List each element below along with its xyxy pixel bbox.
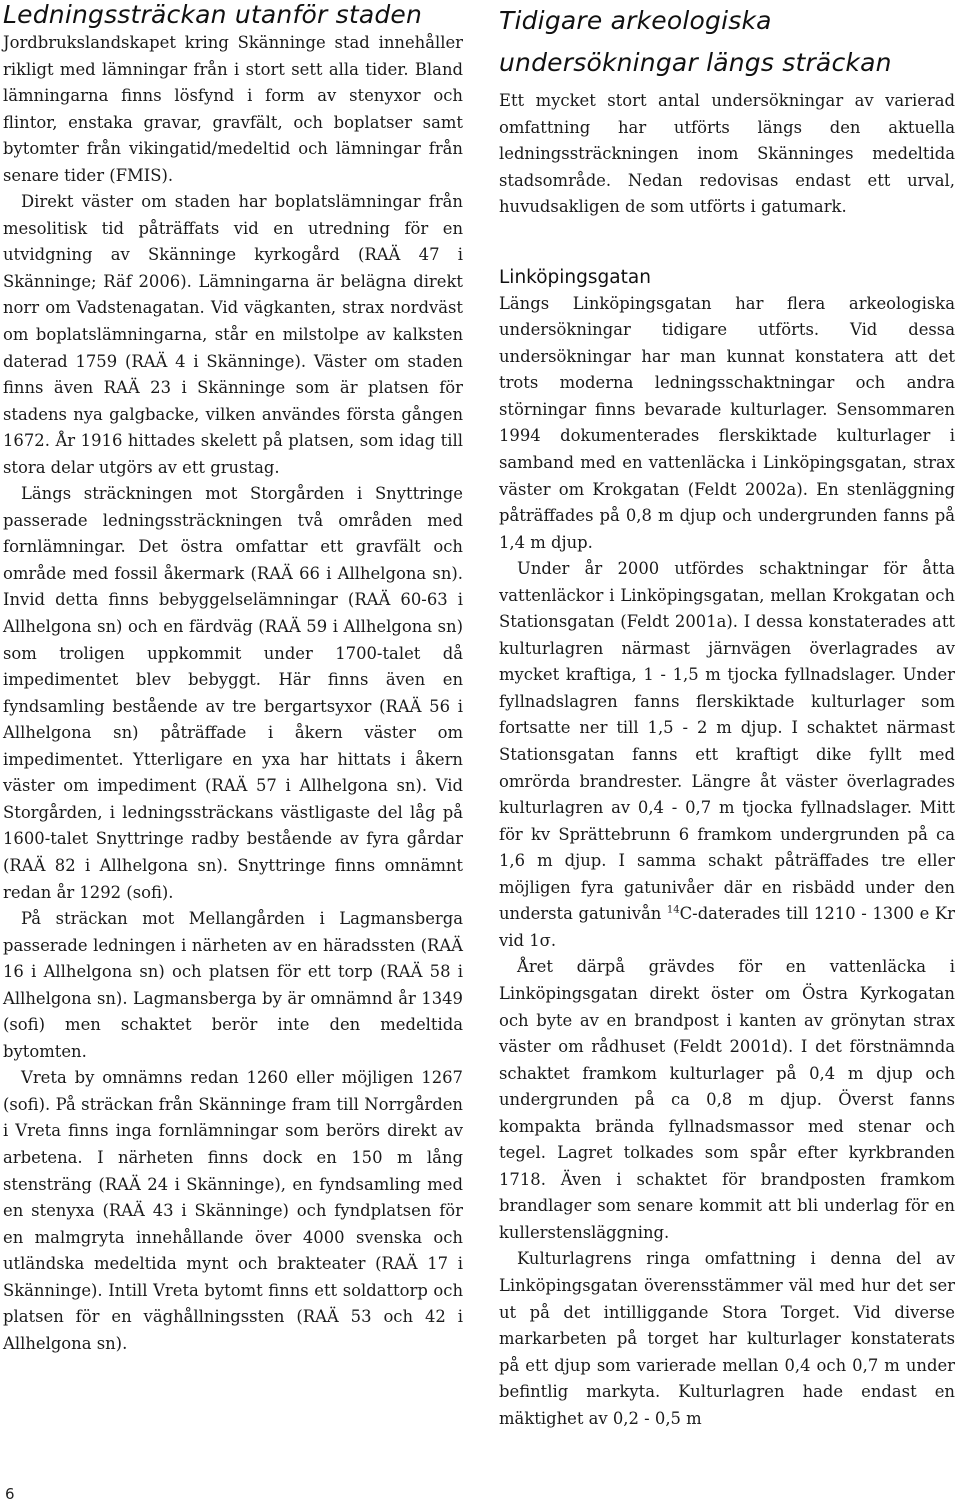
paragraph: Direkt väster om staden har boplatslämningar från mesolitisk tid påträffats vid en utredning för en utvidgning av Skänninge kyrkogård (RAÄ 47 i Skänninge; Räf 2006). Lämningarna är belägna direkt norr om Vadstenagatan. Vid vägkanten, strax nordväst om boplatslämningarna, står en milstolpe av kalksten daterad 1759 (RAÄ 4 i Skänninge). Väster om staden finns även RAÄ 23 i Skänninge som är platsen för stadens nya galgbacke, vilken användes första gången 1672. År 1916 hittades skelett på platsen, som idag till stora delar utgörs av ett grustag. bbox=[3, 192, 463, 477]
paragraph-text: C-daterades till 1210 - 1300 e Kr vid 1σ. bbox=[499, 904, 955, 950]
page-number: 6 bbox=[5, 1485, 15, 1503]
right-column bbox=[499, 0, 955, 1432]
superscript-14: 14 bbox=[666, 904, 680, 916]
section-heading-earlier-investigations: Tidigare arkeologiska undersökningar längs sträckan bbox=[499, 6, 892, 77]
intro-paragraph: Ett mycket stort antal undersökningar av varierad omfattning har utförts längs den aktuella ledningssträckningen inom Skänninges medeltida stadsområde. Nedan redovisas endast ett urval, huvudsakligen de som utförts i gatumark. bbox=[499, 91, 955, 217]
left-column bbox=[3, 0, 463, 1357]
subheading-linkopingsgatan: Linköpingsgatan bbox=[499, 266, 651, 288]
paragraph-text: Under år 2000 utfördes schaktningar för åtta vattenläckor i Linköpingsgatan, mellan Krokgatan och Stationsgatan (Feldt 2001a). I dessa konstaterades att kulturlagren närmast järnvägen överlagrades av mycket kraftiga, 1 - 1,5 m tjocka fyllnadslager. Under fyllnadslagren fanns flerskiktade kulturlager som fortsatte ner till 1,5 - 2 m djup. I schaktet närmast Stationsgatan fanns ett kraftigt dike fyllt med omrörda brandrester. Längre åt väster överlagrades kulturlagren av 0,4 - 0,7 m tjocka fyllnadslager. Mitt för kv Sprättebrunn 6 framkom undergrunden på ca 1,6 m djup. I samma schakt påträffades tre eller möjligen fyra gatunivåer där en risbädd under den understa gatunivån bbox=[499, 559, 955, 924]
section-heading-outside-town: Ledningssträckan utanför staden bbox=[3, 0, 423, 29]
paragraph: Kulturlagrens ringa omfattning i denna del av Linköpingsgatan överensstämmer väl med hur det ser ut på det intilliggande Stora Torget. Vid diverse markarbeten på torget har kulturlager konstaterats på ett djup som varierade mellan 0,4 och 0,7 m under befintlig markyta. Kulturlagren hade endast en mäktighet av 0,2 - 0,5 m bbox=[499, 1249, 955, 1428]
paragraph: Längs Linköpingsgatan har flera arkeologiska undersökningar tidigare utförts. Vid dessa undersökningar har man kunnat konstatera att det trots moderna ledningsschaktningar och andra störningar finns bevarade kulturlager. Sensommaren 1994 dokumenterades flerskiktade kulturlager i samband med en vattenläcka i Linköpingsgatan, strax väster om Krokgatan (Feldt 2002a). En stenläggning påträffades på 0,8 m djup och undergrunden fanns på 1,4 m djup. bbox=[499, 293, 955, 552]
paragraph: Vreta by omnämns redan 1260 eller möjligen 1267 (sofi). På sträckan från Skänninge fram till Norrgården i Vreta finns inga fornlämningar som berörs direkt av arbetena. I närheten finns dock en 150 m lång stensträng (RAÄ 24 i Skänninge), en fyndsamling med en stenyxa (RAÄ 43 i Skänninge) och fyndplatsen för en malmgryta innehållande över 4000 svenska och utländska medeltida mynt och brakteater (RAÄ 17 i Skänninge). Intill Vreta bytomt finns ett soldattorp och platsen för en väghållningssten (RAÄ 53 och 42 i Allhelgona sn). bbox=[3, 1068, 463, 1353]
paragraph: Året därpå grävdes för en vattenläcka i Linköpingsgatan direkt öster om Östra Kyrkogatan och byte av en brandpost i kanten av grönytan strax väster om rådhuset (Feldt 2001d). I det förstnämnda schaktet framkom kulturlager på 0,4 m djup och undergrunden på ca 0,8 m djup. Överst fanns kompakta brända fyllnadsmassor med stenar och tegel. Lagret tolkades som spår efter kyrkbranden 1718. Även i schaktet för brandposten framkom brandlager som senare kommit att bli underlag för en kullerstensläggning. bbox=[499, 957, 955, 1242]
paragraph-with-c14 bbox=[499, 556, 955, 954]
paragraph: Jordbrukslandskapet kring Skänninge stad innehåller rikligt med lämningar från i stort sett alla tider. Bland lämningarna finns lösfynd i form av stenyxor och flintor, enstaka gravar, gravfält, och boplatser samt bytomter från vikingatid/medeltid och lämningar från senare tider (FMIS). bbox=[3, 33, 463, 185]
paragraph: Längs sträckningen mot Storgården i Snyttringe passerade ledningssträckningen två områden med fornlämningar. Det östra omfattar ett gravfält och område med fossil åkermark (RAÄ 66 i Allhelgona sn). Invid detta finns bebyggelselämningar (RAÄ 60-63 i Allhelgona sn) och en färdväg (RAÄ 59 i Allhelgona sn) som troligen uppkommit under 1700-talet då impedimentet blev bebyggt. Här finns även en fyndsamling bestående av tre bergartsyxor (RAÄ 56 i Allhelgona sn) påträffade i åkern väster om impedimentet. Ytterligare en yxa har hittats i åkern väster om impediment (RAÄ 57 i Allhelgona sn). Vid Storgården, i ledningssträckans västligaste del låg på 1600-talet Snyttringe radby bestående av fyra gårdar (RAÄ 82 i Allhelgona sn). Snyttringe finns omnämnt redan år 1292 (sofi). bbox=[3, 484, 463, 902]
paragraph: På sträckan mot Mellangården i Lagmansberga passerade ledningen i närheten av en häradssten (RAÄ 16 i Allhelgona sn) och platsen för ett torp (RAÄ 58 i Allhelgona sn). Lagmansberga by är omnämnd år 1349 (sofi) men schaktet berör inte den medeltida bytomten. bbox=[3, 909, 463, 1061]
